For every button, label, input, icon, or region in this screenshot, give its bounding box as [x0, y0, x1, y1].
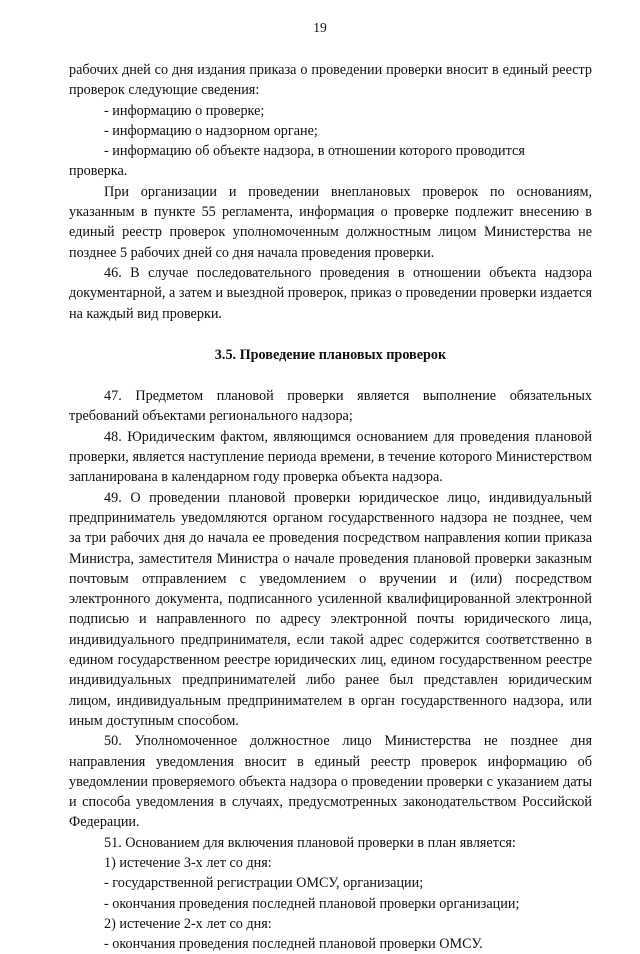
paragraph: При организации и проведении внеплановых проверок по основаниям, указанным в пункте 55 регламента, информация о проверке подлежит внесению в единый реестр проверок уполномоченным должностным лицом Министерства не позднее 5 рабочих дней со дня начала проведения проверки. — [69, 183, 592, 261]
paragraph: 50. Уполномоченное должностное лицо Министерства не позднее дня направления уведомления вносит в единый реестр проверок информацию об уведомлении проверяемого объекта надзора о проведении проверки с указанием даты и способа уведомления в случаях, предусмотренных законодательством Российской Федерации. — [69, 733, 592, 831]
paragraph: - информацию о проверке; — [104, 102, 265, 119]
paragraph: 47. Предметом плановой проверки является выполнение обязательных требований объектами регионального надзора; — [69, 388, 592, 425]
paragraph: 51. Основанием для включения плановой проверки в план является: — [104, 834, 516, 851]
paragraph: рабочих дней со дня издания приказа о проведении проверки вносит в единый реестр проверок следующие сведения: — [69, 62, 592, 99]
paragraph: 2) истечение 2-х лет со дня: — [104, 915, 272, 932]
paragraph: проверка. — [69, 163, 128, 180]
paragraph: - информацию о надзорном органе; — [104, 122, 318, 139]
paragraph: - государственной регистрации ОМСУ, организации; — [104, 875, 424, 892]
paragraphs-before-heading — [69, 60, 592, 324]
paragraph: - окончания проведения последней плановой проверки ОМСУ. — [104, 936, 483, 953]
paragraph: 46. В случае последовательного проведения в отношении объекта надзора документарной, а затем и выездной проверок, приказ о проведении проверки издается на каждый вид проверки. — [69, 264, 592, 322]
paragraph: 49. О проведении плановой проверки юридическое лицо, индивидуальный предприниматель уведомляются органом государственного надзора не позднее, чем за три рабочих дня до начала ее проведения посредством направления копии приказа Министра, заместителя Министра о начале проведения плановой проверки заказным почтовым отправлением с уведомлением о вручении и (или) посредством электронного документа, подписанного усиленной квалифицированной электронной подписью и направленного по адресу электронной почты юридического лица, индивидуального предпринимателя, если такой адрес содержится соответственно в едином государственном реестре юридических лиц, едином государственном реестре индивидуальных предпринимателей либо ранее был представлен юридическим лицом, индивидуальным предпринимателем в орган государственного надзора, или иным доступным способом. — [69, 489, 592, 729]
paragraph: 48. Юридическим фактом, являющимся основанием для проведения плановой проверки, является наступление периода времени, в течение которого Министерством запланирована в календарном году проверка объекта надзора. — [69, 428, 592, 486]
paragraphs-after-heading — [69, 386, 592, 954]
page-number: 19 — [313, 20, 327, 35]
paragraph: - информацию об объекте надзора, в отношении которого проводится — [104, 143, 525, 160]
paragraph: - окончания проведения последней плановой проверки организации; — [104, 895, 520, 912]
paragraph: 1) истечение 3-х лет со дня: — [104, 854, 272, 871]
document-body — [69, 60, 592, 954]
section-heading: 3.5. Проведение плановых проверок — [214, 346, 447, 363]
